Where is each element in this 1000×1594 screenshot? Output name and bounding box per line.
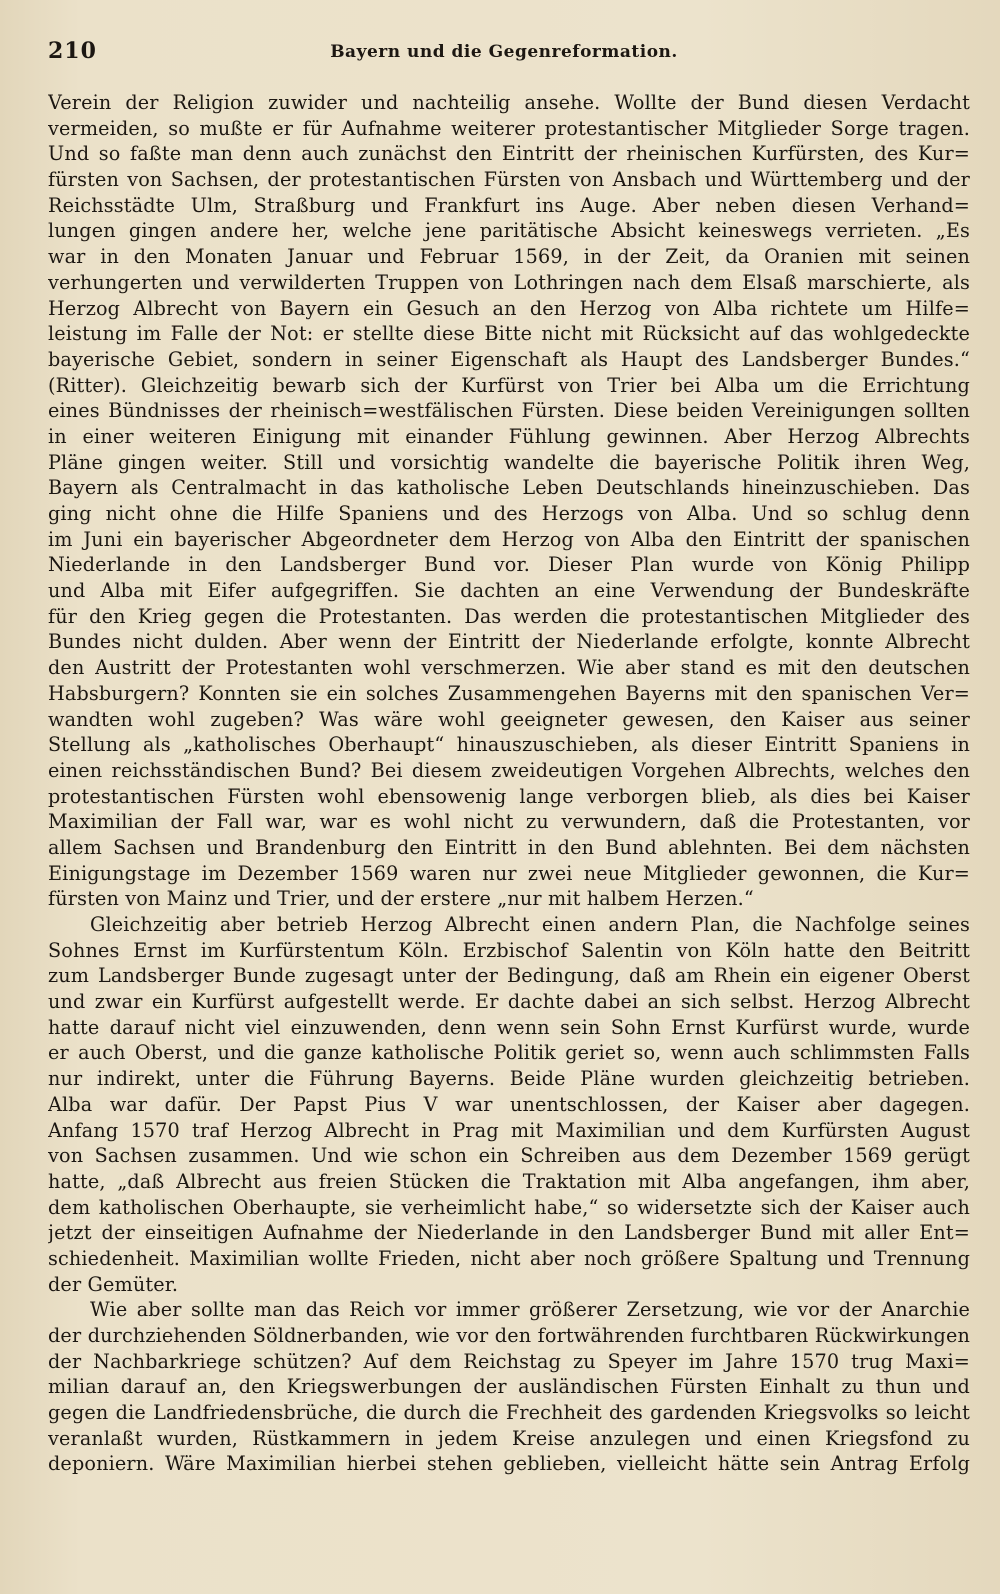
text-line: Herzog Albrecht von Bayern ein Gesuch an den Herzog von Alba richtete um Hilfe=: [48, 296, 970, 320]
text-line: protestantischen Fürsten wohl ebensowenig lange verborgen blieb, als dies bei Kaiser: [48, 784, 970, 808]
text-line: Pläne gingen weiter. Still und vorsichtig wandelte die bayerische Politik ihren Weg,: [48, 450, 970, 474]
text-line: und Alba mit Eifer aufgegriffen. Sie dachten an eine Verwendung der Bundeskräfte: [48, 579, 970, 603]
text-line: fürsten von Sachsen, der protestantischen Fürsten von Ansbach und Württemberg und der: [48, 168, 970, 192]
text-line: in einer weiteren Einigung mit einander Fühlung gewinnen. Aber Herzog Albrechts: [48, 424, 970, 448]
text-line: für den Krieg gegen die Protestanten. Das werden die protestantischen Mitglieder des: [48, 604, 970, 628]
text-line: allem Sachsen und Brandenburg den Eintritt in den Bund ablehnten. Bei dem nächsten: [48, 835, 970, 859]
text-line: fürsten von Mainz und Trier, und der erstere „nur mit halbem Herzen.“: [48, 887, 754, 911]
text-line: (Ritter). Gleichzeitig bewarb sich der Kurfürst von Trier bei Alba um die Errichtung: [48, 373, 970, 397]
text-line: der Gemüter.: [48, 1272, 179, 1296]
text-line: war in den Monaten Januar und Februar 1569, in der Zeit, da Oranien mit seinen: [48, 245, 970, 269]
text-line: im Juni ein bayerischer Abgeordneter dem Herzog von Alba den Eintritt der spanischen: [48, 527, 970, 551]
text-line: hatte, „daß Albrecht aus freien Stücken die Traktation mit Alba angefangen, ihm aber,: [48, 1169, 970, 1193]
page-number: 210: [48, 38, 97, 64]
text-line: jetzt der einseitigen Aufnahme der Niederlande in den Landsberger Bund mit aller Ent=: [48, 1221, 970, 1245]
text-line: Sohnes Ernst im Kurfürstentum Köln. Erzbischof Salentin von Köln hatte den Beitritt: [48, 938, 970, 962]
text-line: er auch Oberst, und die ganze katholische Politik geriet so, wenn auch schlimmsten Falls: [48, 1041, 970, 1065]
text-line: Habsburgern? Konnten sie ein solches Zusammengehen Bayerns mit den spanischen Ver=: [48, 681, 970, 705]
text-line: einen reichsständischen Bund? Bei diesem zweideutigen Vorgehen Albrechts, welches den: [48, 758, 970, 782]
text-line: wandten wohl zugeben? Was wäre wohl geeigneter gewesen, den Kaiser aus seiner: [48, 707, 970, 731]
text-line: schiedenheit. Maximilian wollte Frieden, nicht aber noch größere Spaltung und Trennung: [48, 1246, 970, 1270]
page-header: [48, 38, 960, 74]
text-line: ging nicht ohne die Hilfe Spaniens und des Herzogs von Alba. Und so schlug denn: [48, 502, 970, 525]
running-head: Bayern und die Gegenreformation.: [330, 42, 678, 62]
text-line: veranlaßt wurden, Rüstkammern in jedem Kreise anzulegen und einen Kriegsfond zu: [48, 1426, 970, 1450]
text-line: Reichsstädte Ulm, Straßburg und Frankfurt ins Auge. Aber neben diesen Verhand=: [48, 193, 970, 217]
text-line: zum Landsberger Bunde zugesagt unter der Bedingung, daß am Rhein ein eigener Oberst: [48, 964, 970, 988]
text-line: der Nachbarkriege schützen? Auf dem Reichstag zu Speyer im Jahre 1570 trug Maxi=: [48, 1349, 970, 1373]
text-line: hatte darauf nicht viel einzuwenden, denn wenn sein Sohn Ernst Kurfürst wurde, wurde: [48, 1015, 970, 1039]
text-line: Und so faßte man denn auch zunächst den Eintritt der rheinischen Kurfürsten, des Kur=: [48, 142, 970, 166]
text-line: Wie aber sollte man das Reich vor immer größerer Zersetzung, wie vor der Anarchie: [90, 1298, 970, 1322]
text-line: bayerische Gebiet, sondern in seiner Eigenschaft als Haupt des Landsberger Bundes.“: [48, 347, 970, 371]
text-line: leistung im Falle der Not: er stellte diese Bitte nicht mit Rücksicht auf das wohlgedeckte: [48, 322, 970, 346]
text-line: nur indirekt, unter die Führung Bayerns. Beide Pläne wurden gleichzeitig betrieben.: [48, 1067, 970, 1091]
text-line: gegen die Landfriedensbrüche, die durch die Frechheit des gardenden Kriegsvolks so leicht: [48, 1401, 970, 1425]
text-line: eines Bündnisses der rheinisch=westfälischen Fürsten. Diese beiden Vereinigungen sollten: [48, 399, 970, 423]
text-line: vermeiden, so mußte er für Aufnahme weiterer protestantischer Mitglieder Sorge tragen.: [48, 116, 970, 140]
text-line: lungen gingen andere her, welche jene paritätische Absicht keineswegs verrieten. „Es: [48, 219, 970, 243]
text-line: und zwar ein Kurfürst aufgestellt werde. Er dachte dabei an sich selbst. Herzog Albrecht: [48, 990, 970, 1014]
text-line: Stellung als „katholisches Oberhaupt“ hinauszuschieben, als dieser Eintritt Spaniens in: [48, 733, 970, 757]
text-line: dem katholischen Oberhaupte, sie verheimlicht habe,“ so widersetzte sich der Kaiser auch: [48, 1195, 970, 1219]
text-line: Verein der Religion zuwider und nachteilig ansehe. Wollte der Bund diesen Verdacht: [48, 91, 970, 114]
text-line: Einigungstage im Dezember 1569 waren nur zwei neue Mitglieder gewonnen, die Kur=: [48, 861, 970, 885]
text-line: von Sachsen zusammen. Und wie schon ein Schreiben aus dem Dezember 1569 gerügt: [48, 1144, 970, 1168]
text-line: Maximilian der Fall war, war es wohl nicht zu verwundern, daß die Protestanten, vor: [48, 810, 970, 834]
text-line: Niederlande in den Landsberger Bund vor. Dieser Plan wurde von König Philipp: [48, 553, 970, 577]
text-line: der durchziehenden Söldnerbanden, wie vor den fortwährenden furchtbaren Rückwirkungen: [48, 1324, 970, 1347]
text-line: milian darauf an, den Kriegswerbungen der ausländischen Fürsten Einhalt zu thun und: [48, 1375, 970, 1399]
text-line: Gleichzeitig aber betrieb Herzog Albrecht einen andern Plan, die Nachfolge seines: [90, 913, 970, 936]
body-text: [48, 90, 970, 1477]
text-line: den Austritt der Protestanten wohl verschmerzen. Wie aber stand es mit den deutschen: [48, 656, 970, 680]
text-line: Bayern als Centralmacht in das katholische Leben Deutschlands hineinzuschieben. Das: [48, 476, 970, 500]
text-line: verhungerten und verwilderten Truppen von Lothringen nach dem Elsaß marschierte, als: [48, 270, 970, 294]
text-line: deponiern. Wäre Maximilian hierbei stehen geblieben, vielleicht hätte sein Antrag Erfolg: [48, 1452, 970, 1476]
text-line: Bundes nicht dulden. Aber wenn der Eintritt der Niederlande erfolgte, konnte Albrecht: [48, 630, 970, 654]
text-line: Alba war dafür. Der Papst Pius V war unentschlossen, der Kaiser aber dagegen.: [48, 1092, 970, 1116]
text-line: Anfang 1570 traf Herzog Albrecht in Prag mit Maximilian und dem Kurfürsten August: [48, 1118, 970, 1142]
